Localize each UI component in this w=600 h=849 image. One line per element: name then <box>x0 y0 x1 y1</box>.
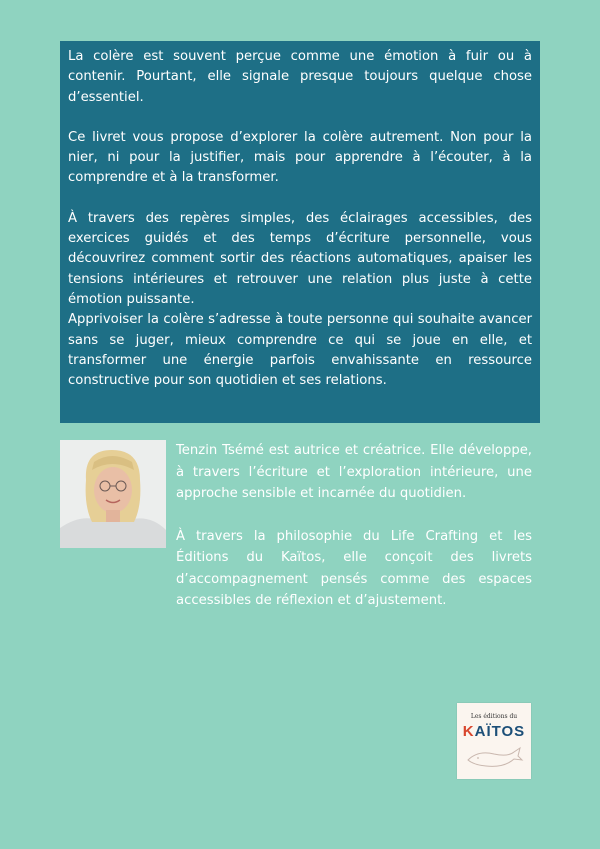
publisher-logo-brand: KAÏTOS <box>462 723 526 740</box>
summary-paragraph-2: Ce livret vous propose d’explorer la colère autrement. Non pour la nier, ni pour la justifier, mais pour apprendre à l’écouter, à la comprendre et à la transformer. <box>68 129 532 186</box>
summary-paragraph-3: À travers des repères simples, des éclairages accessibles, des exercices guidés et des temps d’écriture personnelle, vous découvrirez comment sortir des réactions automatiques, apaiser les tensions intérieures et retrouver une relation plus juste à cette émotion puissante. <box>68 210 532 307</box>
publisher-logo <box>457 703 531 779</box>
author-bio-paragraph-1: Tenzin Tsémé est autrice et créatrice. Elle développe, à travers l’écriture et l’exploration intérieure, une approche sensible et incarnée du quotidien. <box>176 443 532 501</box>
author-bio <box>176 440 532 612</box>
author-bio-paragraph-2: À travers la philosophie du Life Crafting et les Éditions du Kaïtos, elle conçoit des livrets d’accompagnement pensés comme des espaces accessibles de réflexion et d’ajustement. <box>176 528 532 608</box>
summary-paragraph-4: Apprivoiser la colère s’adresse à toute personne qui souhaite avancer sans se juger, mieux comprendre ce qui se joue en elle, et transformer une énergie parfois envahissante en ressource constructive pour son quotidien et ses relations. <box>68 312 532 389</box>
whale-icon <box>464 742 524 772</box>
author-photo <box>60 440 166 548</box>
back-cover-summary <box>60 41 540 423</box>
publisher-logo-caption: Les éditions du <box>470 713 518 720</box>
summary-paragraph-1: La colère est souvent perçue comme une émotion à fuir ou à contenir. Pourtant, elle signale presque toujours quelque chose d’essentiel. <box>68 49 532 105</box>
